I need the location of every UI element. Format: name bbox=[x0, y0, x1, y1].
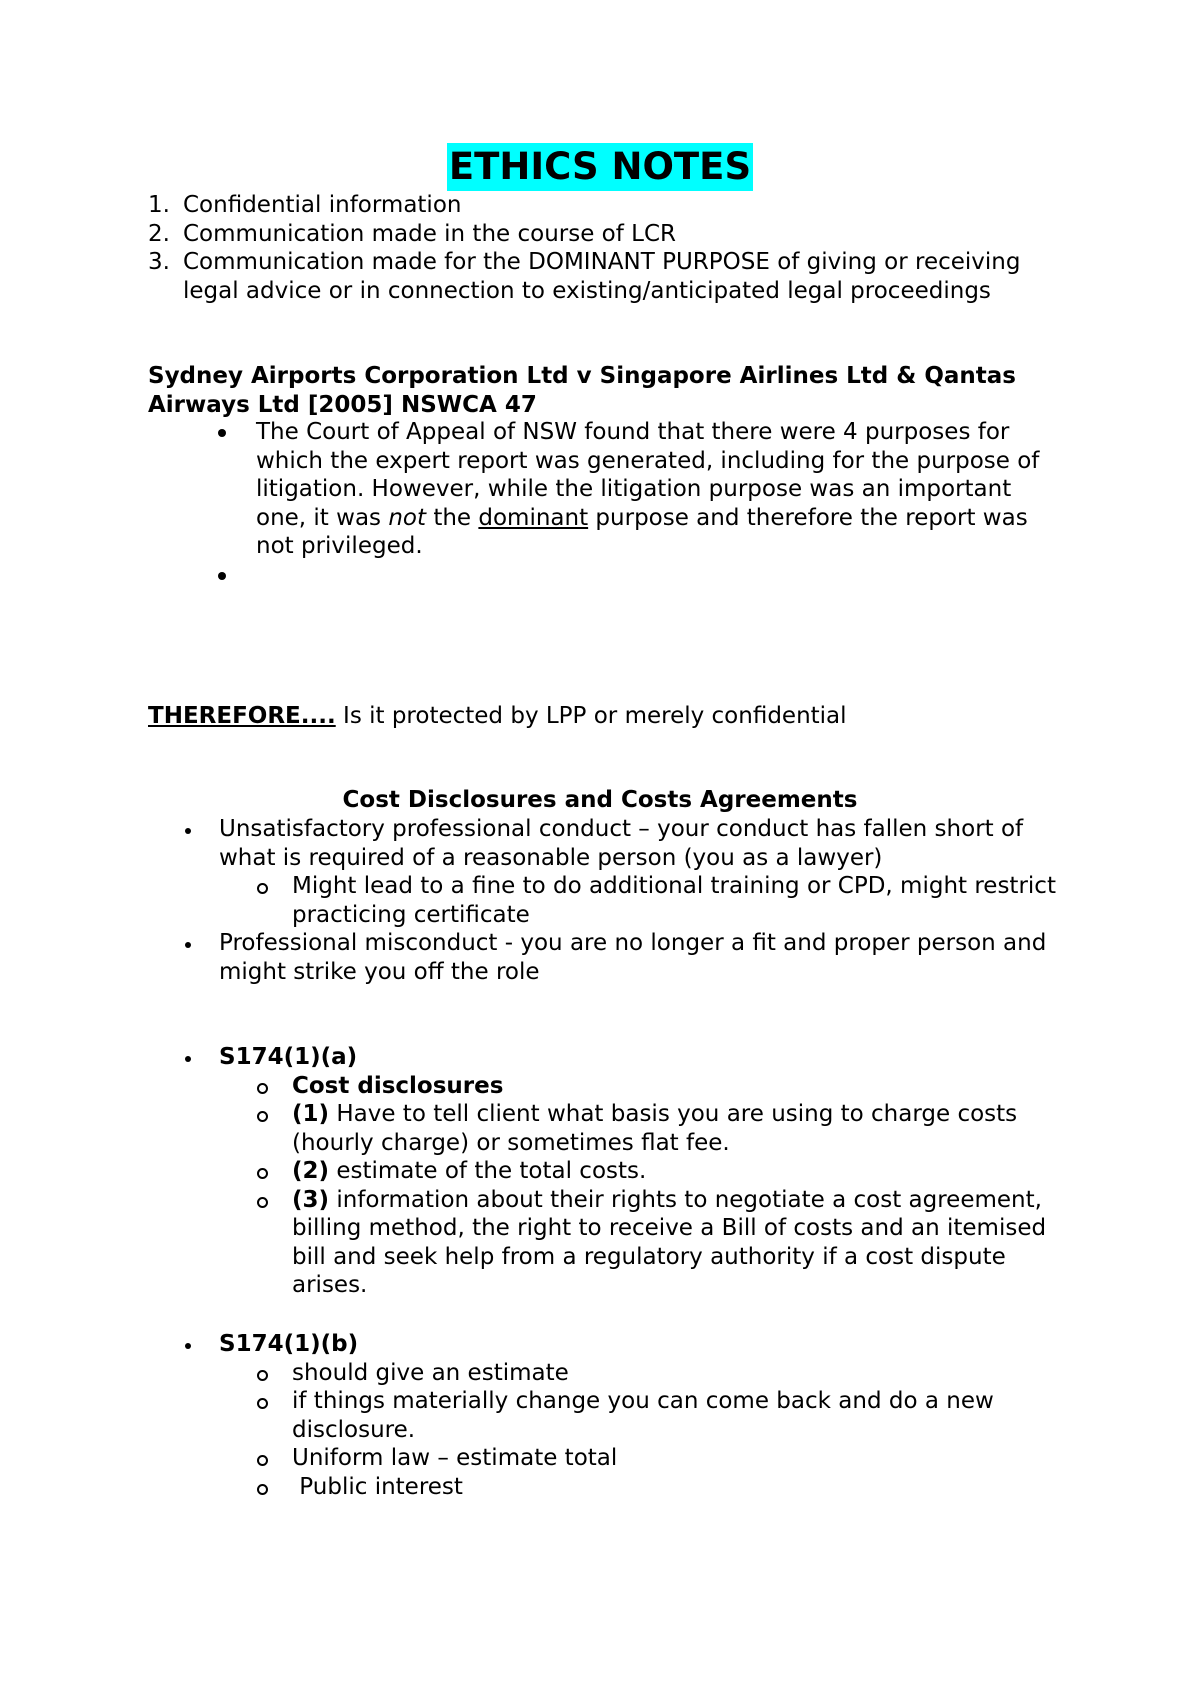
circle-bullet-icon bbox=[257, 883, 268, 894]
list-item: Professional misconduct - you are no longer a fit and proper person and might strike you off the role bbox=[181, 929, 1081, 986]
section-heading: Cost Disclosures and Costs Agreements bbox=[342, 787, 858, 813]
sub-list-item: Uniform law – estimate total bbox=[254, 1444, 1081, 1473]
circle-bullet-icon bbox=[257, 1455, 268, 1466]
bullet-icon bbox=[218, 572, 226, 580]
sub-list-item: Public interest bbox=[254, 1473, 1081, 1502]
sub-list-item: Might lead to a fine to do additional training or CPD, might restrict practicing certificate bbox=[254, 872, 1081, 929]
sub-list-item: if things materially change you can come back and do a new disclosure. bbox=[254, 1387, 1081, 1444]
circle-bullet-icon bbox=[257, 1197, 268, 1208]
bullet-icon bbox=[185, 828, 191, 834]
list-item: S174(1)(b) bbox=[181, 1330, 1081, 1359]
sub-list-item: should give an estimate bbox=[254, 1359, 1081, 1388]
circle-bullet-icon bbox=[257, 1083, 268, 1094]
sub-list-item: (2) estimate of the total costs. bbox=[254, 1157, 1081, 1186]
list-item: Unsatisfactory professional conduct – your conduct has fallen short of what is required of a reasonable person (you as a lawyer) bbox=[181, 815, 1081, 872]
sub-list-item: (1) Have to tell client what basis you are using to charge costs (hourly charge) or sometimes flat fee. bbox=[254, 1100, 1081, 1157]
numbered-list bbox=[148, 191, 1048, 305]
s174a-section bbox=[181, 1043, 1081, 1300]
sub-list-item: (3) information about their rights to negotiate a cost agreement, billing method, the right to receive a Bill of costs and an itemised bill and seek help from a regulatory authority if a cost dispute arises. bbox=[254, 1186, 1081, 1300]
therefore-line: THEREFORE.... Is it protected by LPP or merely confidential bbox=[148, 703, 847, 729]
list-item: 1. Confidential information bbox=[148, 192, 462, 218]
circle-bullet-icon bbox=[257, 1398, 268, 1409]
circle-bullet-icon bbox=[257, 1111, 268, 1122]
list-item: The Court of Appeal of NSW found that there were 4 purposes for which the expert report was generated, including for the purpose of litigation. However, while the litigation purpose was an important one, it was not the dominant purpose and therefore the report was not privileged. bbox=[218, 418, 1068, 561]
sub-list-item: Cost disclosures bbox=[254, 1072, 1081, 1101]
bullet-icon bbox=[185, 942, 191, 948]
circle-bullet-icon bbox=[257, 1168, 268, 1179]
bullet-icon bbox=[218, 429, 226, 437]
bullet-icon bbox=[185, 1343, 191, 1349]
list-item: S174(1)(a) bbox=[181, 1043, 1081, 1072]
circle-bullet-icon bbox=[257, 1484, 268, 1495]
list-item: 3. Communication made for the DOMINANT PURPOSE of giving or receiving legal advice or in connection to existing/anticipated legal proceedings bbox=[148, 249, 1021, 304]
case-heading: Sydney Airports Corporation Ltd v Singapore Airlines Ltd & Qantas Airways Ltd [2005] NSWCA 47 bbox=[148, 363, 1016, 418]
bullet-icon bbox=[185, 1056, 191, 1062]
case-bullets bbox=[218, 418, 1068, 589]
conduct-list bbox=[181, 815, 1081, 986]
list-item: 2. Communication made in the course of LCR bbox=[148, 220, 677, 247]
s174b-section bbox=[181, 1330, 1081, 1501]
circle-bullet-icon bbox=[257, 1370, 268, 1381]
page-title: ETHICS NOTES bbox=[447, 143, 753, 191]
list-item-empty bbox=[218, 561, 1068, 590]
